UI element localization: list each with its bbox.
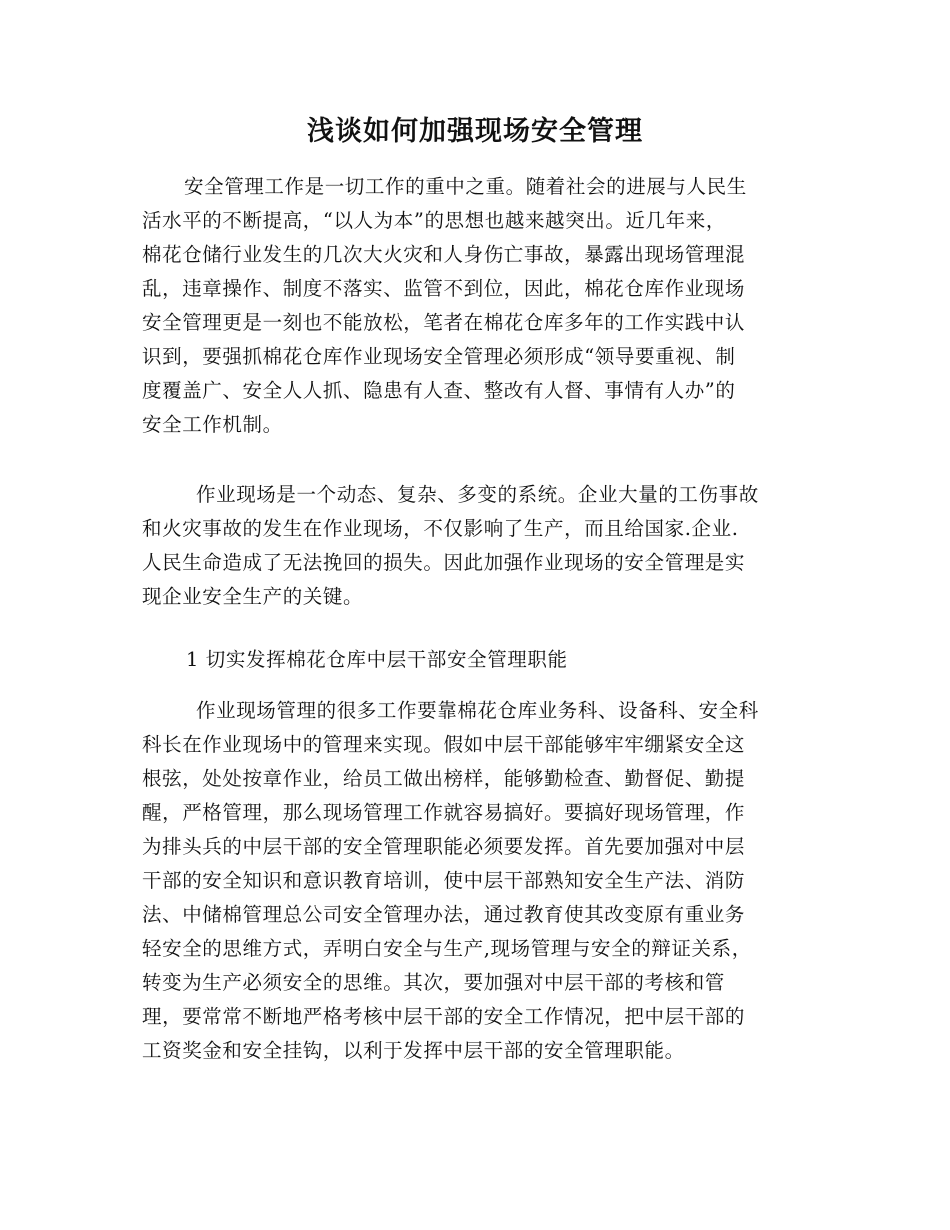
section-heading-1: 1 切实发挥棉花仓库中层干部安全管理职能 xyxy=(186,648,568,671)
text-line: 科长在作业现场中的管理来实现。假如中层干部能够牢牢绷紧安全这 xyxy=(142,733,746,756)
text-line: 和火灾事故的发生在作业现场，不仅影响了生产，而且给国家.企业. xyxy=(142,517,739,540)
text-line: 人民生命造成了无法挽回的损失。因此加强作业现场的安全管理是实 xyxy=(142,551,746,574)
text-line: 为排头兵的中层干部的安全管理职能必须要发挥。首先要加强对中层 xyxy=(142,835,746,858)
document-title: 浅谈如何加强现场安全管理 xyxy=(307,116,643,147)
text-line: 现企业安全生产的关键。 xyxy=(142,585,364,608)
text-line: 根弦，处处按章作业，给员工做出榜样，能够勤检查、勤督促、勤提 xyxy=(142,767,746,790)
text-line: 识到，要强抓棉花仓库作业现场安全管理必须形成“领导要重视、制 xyxy=(142,345,736,368)
paragraph-worksite xyxy=(142,478,808,614)
text-line: 安全管理工作是一切工作的重中之重。随着社会的进展与人民生 xyxy=(184,175,747,198)
text-line: 棉花仓储行业发生的几次大火灾和人身伤亡事故，暴露出现场管理混 xyxy=(142,243,746,266)
paragraph-intro xyxy=(142,170,808,442)
text-line: 安全管理更是一刻也不能放松，笔者在棉花仓库多年的工作实践中认 xyxy=(142,311,746,334)
text-line: 理，要常常不断地严格考核中层干部的安全工作情况，把中层干部的 xyxy=(142,1005,746,1028)
text-line: 乱，违章操作、制度不落实、监管不到位，因此，棉花仓库作业现场 xyxy=(142,277,746,300)
paragraph-middle-managers xyxy=(142,694,808,1068)
text-line: 度覆盖广、安全人人抓、隐患有人查、整改有人督、事情有人办”的 xyxy=(142,379,736,402)
text-line: 作业现场管理的很多工作要靠棉花仓库业务科、设备科、安全科 xyxy=(196,699,759,722)
text-line: 安全工作机制。 xyxy=(142,413,283,436)
text-line: 轻安全的思维方式，弄明白安全与生产,现场管理与安全的辩证关系， xyxy=(142,937,752,960)
text-line: 作业现场是一个动态、复杂、多变的系统。企业大量的工伤事故 xyxy=(196,483,759,506)
text-line: 转变为生产必须安全的思维。其次，要加强对中层干部的考核和管 xyxy=(142,971,725,994)
text-line: 工资奖金和安全挂钩，以利于发挥中层干部的安全管理职能。 xyxy=(142,1039,685,1062)
text-line: 干部的安全知识和意识教育培训，使中层干部熟知安全生产法、消防 xyxy=(142,869,746,892)
text-line: 醒，严格管理，那么现场管理工作就容易搞好。要搞好现场管理，作 xyxy=(142,801,746,824)
text-line: 活水平的不断提高，“以人为本”的思想也越来越突出。近几年来， xyxy=(142,209,726,232)
text-line: 法、中储棉管理总公司安全管理办法，通过教育使其改变原有重业务 xyxy=(142,903,746,926)
